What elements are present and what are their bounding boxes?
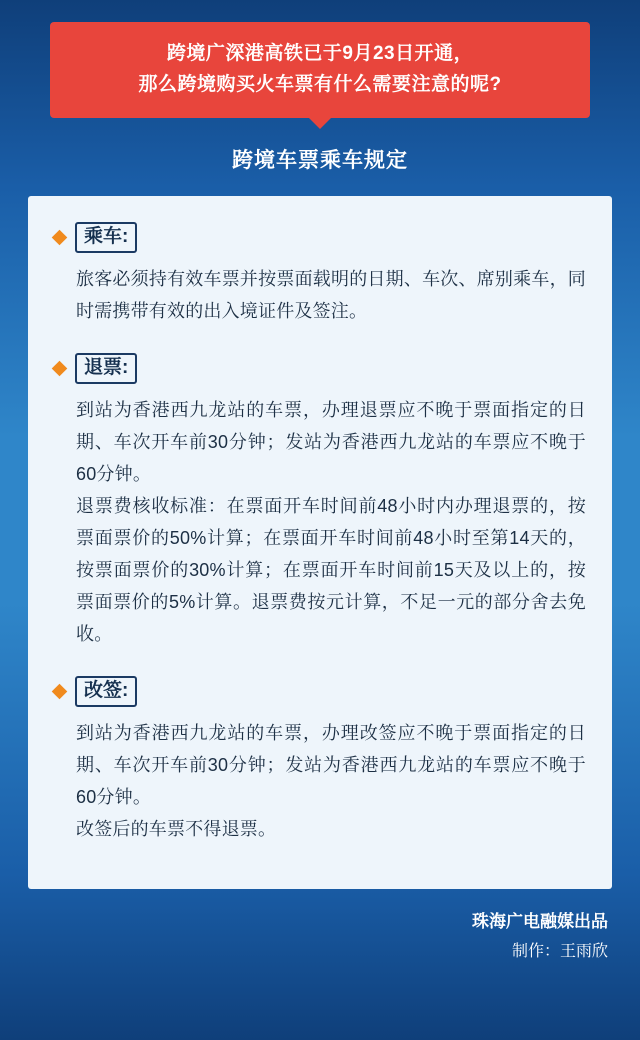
headline-line-1: 跨境广深港高铁已于9月23日开通， <box>166 43 474 64</box>
diamond-bullet-icon <box>52 361 68 377</box>
headline-banner <box>50 22 590 118</box>
section-title: 乘车: <box>75 222 137 253</box>
section-paragraph: 旅客必须持有效车票并按票面载明的日期、车次、席别乘车，同时需携带有效的出入境证件及签注。 <box>76 269 586 321</box>
author-credit: 制作：王雨欣 <box>511 943 608 960</box>
section-heading <box>54 676 586 707</box>
producer-credit: 珠海广电融媒出品 <box>472 912 608 931</box>
section-paragraph: 改签后的车票不得退票。 <box>76 819 277 839</box>
section-heading <box>54 222 586 253</box>
section-title: 改签: <box>75 676 137 707</box>
section-paragraph: 到站为香港西九龙站的车票，办理改签应不晚于票面指定的日期、车次开车前30分钟；发站为香港西九龙站的车票应不晚于60分钟。 <box>76 723 586 807</box>
headline-line-2: 那么跨境购买火车票有什么需要注意的呢? <box>138 74 502 95</box>
section-rebooking <box>54 676 586 845</box>
section-refund <box>54 353 586 650</box>
section-paragraph: 到站为香港西九龙站的车票，办理退票应不晚于票面指定的日期、车次开车前30分钟；发站为香港西九龙站的车票应不晚于60分钟。 <box>76 400 586 484</box>
section-heading <box>54 353 586 384</box>
content-card <box>28 196 612 889</box>
section-boarding <box>54 222 586 327</box>
footer <box>28 907 612 967</box>
diamond-bullet-icon <box>52 230 68 246</box>
diamond-bullet-icon <box>52 684 68 700</box>
section-title: 退票: <box>75 353 137 384</box>
section-paragraph: 退票费核收标准：在票面开车时间前48小时内办理退票的，按票面票价的50%计算；在票面开车时间前48小时至第14天的，按票面票价的30%计算；在票面开车时间前15天及以上的，按票面票价的5%计算。退票费按元计算，不足一元的部分舍去免收。 <box>76 496 586 644</box>
page-title: 跨境车票乘车规定 <box>232 149 408 172</box>
